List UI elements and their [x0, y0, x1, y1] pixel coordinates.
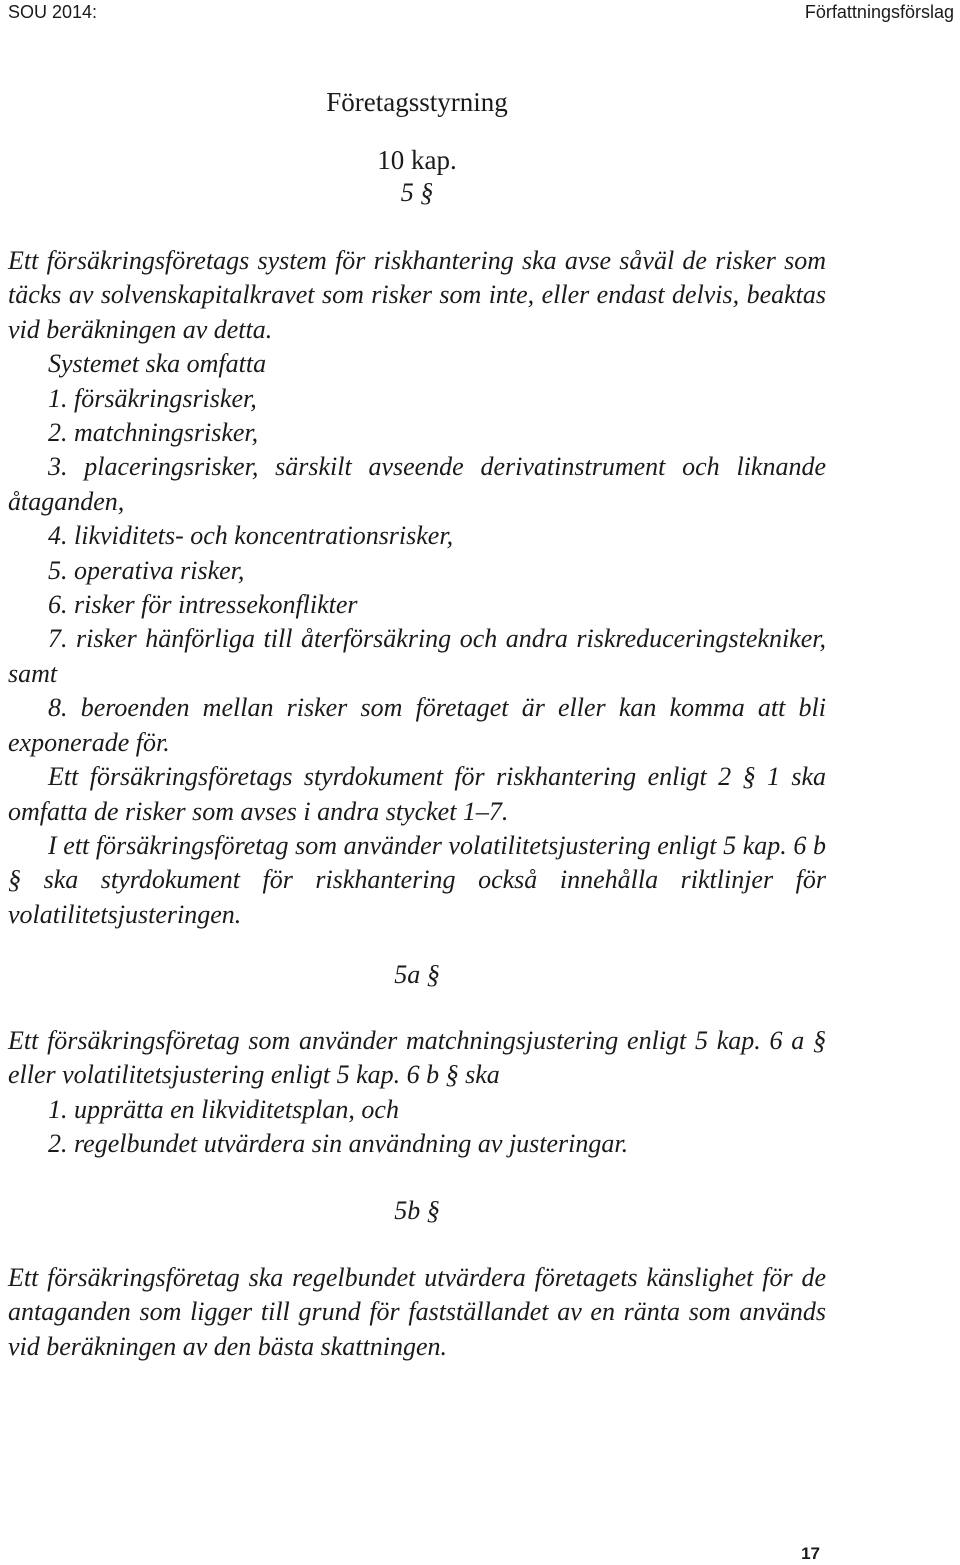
- list-item: 2. matchningsrisker,: [48, 418, 259, 448]
- list-item: 4. likviditets- och koncentrationsrisker,: [48, 521, 454, 551]
- section-heading-5b: 5b §: [394, 1196, 440, 1225]
- section-5a-body: [8, 1024, 826, 1162]
- section-5-paragraph-3: I ett försäkringsföretag som använder volatilitetsjustering enligt 5 kap. 6 b § ska styrdokument för riskhantering också innehålla riktlinjer för volatilitetsjusteringen.: [8, 830, 826, 929]
- list-item: 6. risker för intressekonflikter: [48, 590, 358, 620]
- list-item: 2. regelbundet utvärdera sin användning av justeringar.: [48, 1129, 629, 1159]
- section-heading-5: 5 §: [400, 178, 434, 207]
- chapter-title: Företagsstyrning: [326, 87, 508, 117]
- chapter-number: 10 kap.: [377, 145, 457, 175]
- running-header: [0, 0, 960, 24]
- section-5a-intro: Ett försäkringsföretag som använder matchningsjustering enligt 5 kap. 6 a § eller volatilitetsjustering enligt 5 kap. 6 b § ska: [8, 1026, 826, 1090]
- section-heading-5a: 5a §: [394, 960, 440, 989]
- section-5b-body: [8, 1261, 826, 1364]
- section-5-paragraph-2: Ett försäkringsföretags styrdokument för riskhantering enligt 2 § 1 ska omfatta de risker som avses i andra stycket 1–7.: [8, 762, 826, 826]
- section-5-intro: Ett försäkringsföretags system för riskhantering ska avse såväl de risker som täcks av solvenskapitalkravet som risker som inte, eller endast delvis, beaktas vid beräkningen av detta.: [8, 246, 826, 344]
- list-item: 7. risker hänförliga till återförsäkring och andra riskreduceringstekniker, samt: [8, 624, 826, 688]
- list-item: 1. upprätta en likviditetsplan, och: [48, 1094, 399, 1124]
- section-type-label: Författningsförslag: [804, 2, 954, 22]
- page-number: 17: [801, 1544, 820, 1563]
- section-5-body: [8, 244, 826, 932]
- section-5b-text: Ett försäkringsföretag ska regelbundet utvärdera företagets känslighet för de antaganden som ligger till grund för fastställandet av en ränta som används vid beräkningen av den bästa skattningen.: [8, 1263, 826, 1361]
- list-item: 1. försäkringsrisker,: [48, 383, 257, 413]
- list-item: 5. operativa risker,: [48, 555, 245, 585]
- list-item: 3. placeringsrisker, särskilt avseende derivatinstrument och liknande åtaganden,: [8, 452, 826, 516]
- section-5-lead: Systemet ska omfatta: [48, 349, 267, 379]
- list-item: 8. beroenden mellan risker som företaget är eller kan komma att bli exponerade för.: [8, 693, 826, 757]
- report-series-label: SOU 2014:: [8, 2, 98, 22]
